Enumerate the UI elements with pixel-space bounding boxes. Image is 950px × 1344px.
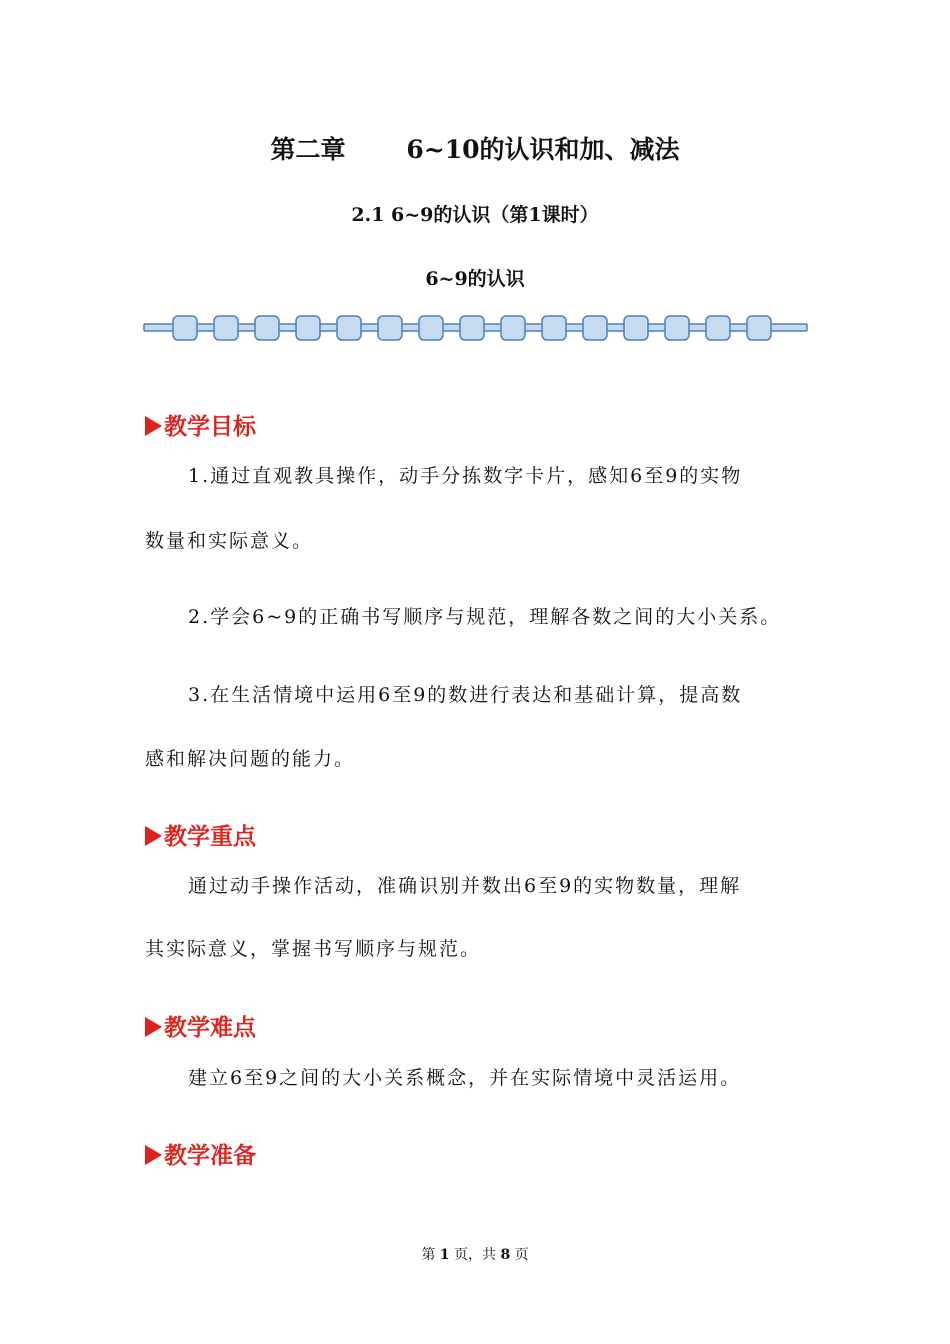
chain-bead: [501, 316, 525, 340]
triangle-arrow-icon: [145, 1145, 162, 1165]
chain-bead: [419, 316, 443, 340]
chain-bead: [255, 316, 279, 340]
paragraph-line: 数量和实际意义。: [145, 530, 314, 552]
section-heading-text: 教学重点: [164, 823, 256, 850]
footer-prefix: 第: [421, 1247, 436, 1263]
paragraph-line: 其实际意义，掌握书写顺序与规范。: [145, 938, 482, 960]
paragraph-line: 通过动手操作活动，准确识别并数出6至9的实物数量，理解: [188, 875, 742, 897]
paragraph-line: 3.在生活情境中运用6至9的数进行表达和基础计算，提高数: [188, 684, 743, 706]
paragraph-line: 建立6至9之间的大小关系概念，并在实际情境中灵活运用。: [188, 1067, 742, 1089]
chain-bead: [583, 316, 607, 340]
paragraph-line: 1.通过直观教具操作，动手分拣数字卡片，感知6至9的实物: [188, 465, 743, 487]
chain-bead: [173, 316, 197, 340]
section-heading-text: 教学目标: [164, 413, 256, 440]
triangle-arrow-icon: [145, 1017, 162, 1037]
section-heading-preparation: [145, 1140, 256, 1172]
section-heading-difficulties: [145, 1012, 256, 1044]
paragraph-line: 2.学会6~9的正确书写顺序与规范，理解各数之间的大小关系。: [188, 606, 782, 628]
chain-bead: [542, 316, 566, 340]
footer-total-pages: 8: [500, 1247, 511, 1263]
triangle-arrow-icon: [145, 416, 162, 436]
topic-title: 6~9的认识: [425, 268, 525, 290]
bead-chain-divider: [143, 313, 808, 343]
paragraph-line: 感和解决问题的能力。: [145, 748, 356, 770]
chain-bead: [624, 316, 648, 340]
chain-bead: [706, 316, 730, 340]
chain-bead: [378, 316, 402, 340]
chain-bead: [460, 316, 484, 340]
chapter-title: 第二章 6~10的认识和加、减法: [270, 135, 680, 164]
chain-bead: [214, 316, 238, 340]
section-heading-text: 教学准备: [164, 1142, 256, 1169]
chain-bead: [337, 316, 361, 340]
page-footer: [0, 1245, 950, 1265]
footer-suffix: 页: [514, 1247, 529, 1263]
section-heading-goals: [145, 411, 256, 443]
footer-middle: 页，共: [454, 1247, 496, 1263]
section-heading-key-points: [145, 821, 256, 853]
section-heading-text: 教学难点: [164, 1014, 256, 1041]
chain-bead: [296, 316, 320, 340]
footer-page-number: 1: [439, 1247, 450, 1263]
triangle-arrow-icon: [145, 826, 162, 846]
chain-bead: [665, 316, 689, 340]
chain-bead: [747, 316, 771, 340]
lesson-title: 2.1 6~9的认识（第1课时）: [351, 204, 599, 226]
